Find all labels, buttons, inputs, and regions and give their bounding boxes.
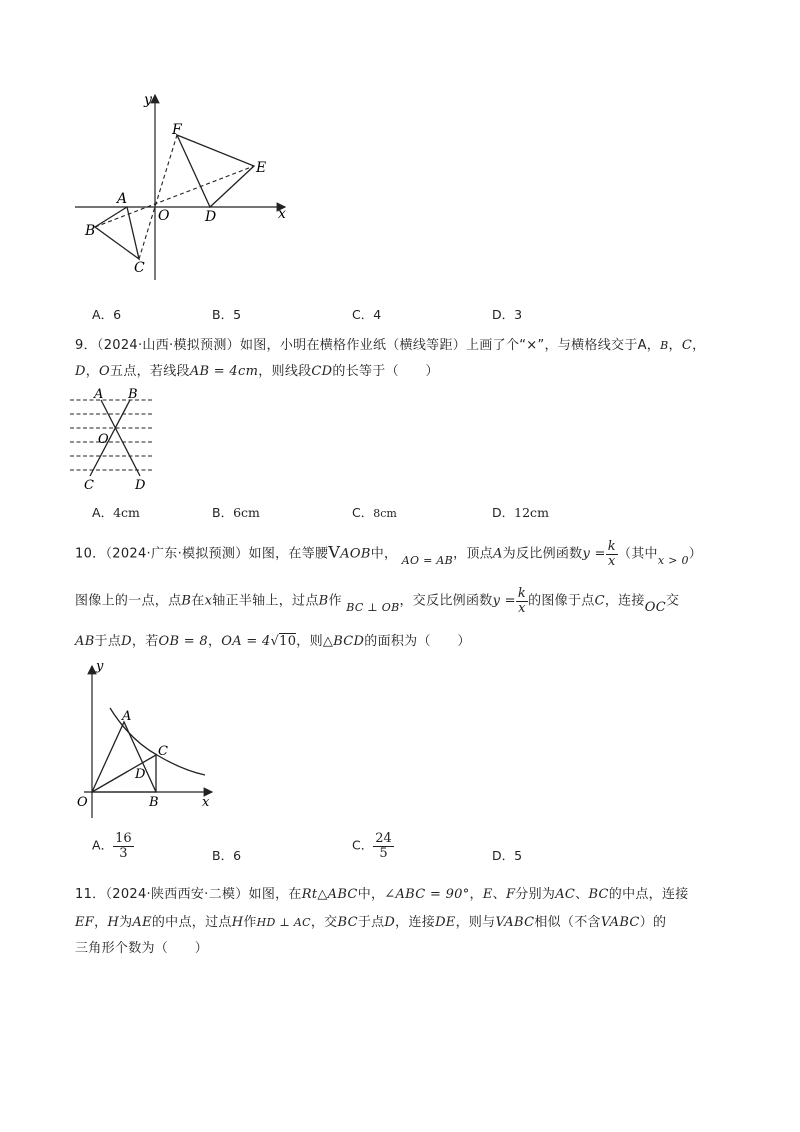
label-o: O <box>158 208 170 224</box>
option-text: 5 <box>233 307 242 322</box>
option-sep: ． <box>360 307 374 322</box>
q11-text: ，连接 <box>395 915 436 930</box>
q11-line-3 <box>75 937 208 956</box>
q11-line-2 <box>75 911 666 930</box>
q9-comma-1: ， <box>668 338 682 353</box>
q10-text: ，交反比例函数 <box>399 593 493 609</box>
option-letter: B <box>212 307 221 322</box>
q9-line-1 <box>75 334 705 353</box>
option-fraction <box>113 832 134 860</box>
frac-num: k <box>517 586 527 601</box>
q10-text: ，若 <box>131 634 159 649</box>
q9-text-3: ，则线段 <box>258 364 312 379</box>
option-letter: C <box>352 307 361 322</box>
q10-ab: AB <box>75 634 95 649</box>
q11-text: ）的 <box>639 915 667 930</box>
option-text: 4cm <box>113 505 140 520</box>
q9-comma-2: ， <box>692 338 706 353</box>
option-sep: ． <box>501 505 515 520</box>
q10-option-c[interactable] <box>352 832 394 860</box>
label-c: C <box>84 478 94 493</box>
q11-text: ，则与 <box>455 915 496 930</box>
q11-text: 的中点，过点 <box>151 915 232 930</box>
q11-text: ， <box>469 887 483 902</box>
q10-eq2: OB = 8 <box>158 634 208 649</box>
q11-de: DE <box>435 915 456 930</box>
q10-text: 中， <box>370 546 398 562</box>
q11-point-h: H <box>107 915 120 930</box>
q8-option-a[interactable] <box>92 305 121 323</box>
label-y: y <box>96 660 104 674</box>
option-text: 6 <box>113 307 122 322</box>
q11-ef: EF <box>75 915 95 930</box>
q11-point-e: E <box>482 887 493 902</box>
q10-dot: ． <box>92 546 106 562</box>
q11-text: ，交 <box>310 915 338 930</box>
q10-oc: OC <box>644 599 666 615</box>
q10-figure <box>72 660 217 820</box>
option-sep: ． <box>360 837 374 853</box>
q8-option-d[interactable] <box>492 305 522 323</box>
q11-text: 、 <box>575 887 589 902</box>
q10-text: 在 <box>191 593 205 609</box>
q10-text: 的图像于点 <box>528 593 595 609</box>
label-d: D <box>205 209 217 225</box>
label-c: C <box>158 744 168 759</box>
q10-source: （2024·广东·模拟预测） <box>105 546 249 562</box>
q9-option-b[interactable] <box>212 503 260 521</box>
q11-text: 中， <box>357 887 385 902</box>
q9-text-1: 如图，小明在横格作业纸（横线等距）上画了个“×”，与横格线交于A， <box>239 338 661 353</box>
option-text: 12cm <box>514 505 549 520</box>
q11-text: 分别为 <box>515 887 556 902</box>
option-text: 6 <box>233 848 242 863</box>
q11-point-f: F <box>505 887 516 902</box>
q9-option-a[interactable] <box>92 503 140 521</box>
q11-ae: AE <box>132 915 152 930</box>
q11-text: 于点 <box>357 915 385 930</box>
q11-source: （2024·陕西西安·二模） <box>105 887 249 902</box>
q9-source: （2024·山西·模拟预测） <box>96 338 240 353</box>
q11-tri-abc-2: VABC <box>600 915 640 930</box>
label-x: x <box>202 795 210 810</box>
q10-y-eq: y = <box>582 546 606 562</box>
option-letter: A <box>92 505 101 520</box>
q8-figure <box>70 90 300 280</box>
option-letter: D <box>492 848 502 863</box>
option-letter: B <box>212 505 221 520</box>
option-fraction <box>373 832 394 860</box>
label-e: E <box>256 160 267 176</box>
q10-perp: BC ⊥ OB <box>346 600 400 614</box>
q9-dot: ． <box>83 338 97 353</box>
q9-point-o: O <box>99 364 111 379</box>
q11-ac: AC <box>555 887 576 902</box>
q9-comma-3: ， <box>85 364 100 379</box>
q10-point-a: A <box>492 546 503 562</box>
option-letter: C <box>352 505 361 520</box>
q10-text: 轴正半轴上，过点 <box>212 593 319 609</box>
q10-text: ， <box>207 634 222 649</box>
option-text: 6cm <box>233 505 260 520</box>
segment-bc <box>90 400 130 476</box>
q10-eq1: AO = AB <box>401 553 454 567</box>
label-a: A <box>117 191 128 207</box>
q11-text: 的中点，连接 <box>608 887 689 902</box>
q10-number: 10 <box>75 546 93 562</box>
option-sep: ． <box>220 505 234 520</box>
label-x: x <box>278 206 286 222</box>
option-text: 4 <box>373 307 382 322</box>
triangle-abc <box>95 207 139 259</box>
option-letter: A <box>92 837 101 853</box>
q10-aob: AOB <box>340 546 371 562</box>
q10-text: 于点 <box>94 634 122 649</box>
option-sep: ． <box>220 848 234 863</box>
q11-text: 作 <box>243 915 257 930</box>
q9-figure <box>68 386 163 494</box>
q10-text: 为反比例函数 <box>502 546 583 562</box>
q10-y-eq-2: y = <box>492 593 516 609</box>
q11-bc2: BC <box>337 915 358 930</box>
q10-frac-k-x <box>606 540 618 568</box>
q10-cond: x > 0 <box>657 553 689 567</box>
option-letter: D <box>492 505 502 520</box>
q10-text: 图像上的一点，点 <box>75 593 182 609</box>
q10-line-3 <box>75 630 471 649</box>
label-f: F <box>172 122 182 138</box>
q10-point-d: D <box>121 634 132 649</box>
label-b: B <box>149 795 159 810</box>
q9-point-b: B <box>660 339 669 352</box>
dashed-line-cf <box>139 135 177 259</box>
q11-line-1 <box>75 883 689 902</box>
q11-number: 11 <box>75 887 93 902</box>
q9-text-2: 五点，若线段 <box>110 364 190 379</box>
q10-x: x <box>204 593 213 609</box>
q11-text: 三角形个数为（ ） <box>75 941 209 956</box>
label-b: B <box>85 223 96 239</box>
option-text: 5 <box>514 848 523 863</box>
q9-option-c[interactable] <box>352 503 397 521</box>
q8-option-b[interactable] <box>212 305 241 323</box>
frac-den: x <box>608 553 616 569</box>
q10-option-b[interactable] <box>212 846 241 864</box>
option-letter: A <box>92 307 101 322</box>
q10-sqrt: √10 <box>270 634 297 649</box>
q10-text: ） <box>688 546 703 562</box>
q9-number: 9 <box>75 338 84 353</box>
q10-text: ，顶点 <box>453 546 493 562</box>
q10-text: （其中 <box>617 546 658 562</box>
q9-segment-cd: CD <box>311 364 333 379</box>
frac-den: x <box>518 600 526 616</box>
label-a: A <box>94 387 104 402</box>
q11-point-d: D <box>384 915 396 930</box>
q10-line-1 <box>75 540 702 568</box>
label-o: O <box>98 432 109 447</box>
sqrt-radicand: 10 <box>279 634 297 649</box>
frac-den: 5 <box>379 845 388 861</box>
q11-text: 、 <box>492 887 506 902</box>
q10-tri-bcd: △BCD <box>322 634 365 649</box>
frac-den: 3 <box>119 845 128 861</box>
q11-dot: ． <box>92 887 106 902</box>
option-text: 8cm <box>373 507 397 520</box>
label-y: y <box>144 92 152 108</box>
q10-option-d[interactable] <box>492 846 522 864</box>
q10-tri-symbol: V <box>328 542 341 562</box>
q10-line-2 <box>75 587 679 615</box>
option-sep: ． <box>100 307 114 322</box>
q10-eq3: OA = 4 <box>221 634 271 649</box>
option-sep: ． <box>501 848 515 863</box>
label-c: C <box>134 260 145 276</box>
q10-text: 如图，在等腰 <box>248 546 329 562</box>
option-text: 3 <box>514 307 523 322</box>
label-b: B <box>128 387 138 402</box>
label-d: D <box>135 478 146 493</box>
q11-text: 相似（不含 <box>534 915 601 930</box>
q9-point-d: D <box>75 364 86 379</box>
q10-text: ，则 <box>296 634 323 649</box>
q8-option-c[interactable] <box>352 305 381 323</box>
q11-perp: HD ⊥ AC <box>256 916 311 929</box>
q10-text: 作 <box>328 593 342 609</box>
q11-bc: BC <box>588 887 609 902</box>
option-sep: ． <box>100 837 114 853</box>
option-letter: B <box>212 848 221 863</box>
segment-oc <box>92 755 156 792</box>
option-sep: ． <box>501 307 515 322</box>
q11-point-h2: H <box>231 915 244 930</box>
q9-text-4: 的长等于（ ） <box>332 364 439 379</box>
q9-line-2 <box>75 360 439 379</box>
frac-num: 16 <box>115 831 132 846</box>
q11-angle: ∠ABC = 90° <box>384 887 470 902</box>
q10-point-c: C <box>594 593 605 609</box>
q11-text: 为 <box>119 915 133 930</box>
frac-num: k <box>607 539 616 554</box>
option-letter: C <box>352 837 361 853</box>
q11-tri-abc: VABC <box>495 915 535 930</box>
q10-point-b: B <box>181 593 192 609</box>
q10-option-a[interactable] <box>92 832 134 860</box>
option-sep: ． <box>100 505 114 520</box>
q11-text: 如图，在 <box>248 887 302 902</box>
q11-rt: Rt△ABC <box>301 887 358 902</box>
q11-text: ， <box>94 915 108 930</box>
q10-frac-k-x-2 <box>516 587 528 615</box>
frac-num: 24 <box>375 831 392 846</box>
q10-text: 的面积为（ ） <box>364 634 471 649</box>
q9-option-d[interactable] <box>492 503 549 521</box>
q9-equation: AB = 4cm <box>189 364 259 379</box>
q9-point-c: C <box>681 338 693 353</box>
label-a: A <box>122 709 132 724</box>
triangle-aob <box>92 722 156 792</box>
label-d: D <box>135 767 146 782</box>
option-letter: D <box>492 307 502 322</box>
option-sep: ． <box>360 505 374 520</box>
option-sep: ． <box>220 307 234 322</box>
q10-text: ，连接 <box>604 593 645 609</box>
q10-point-b2: B <box>318 593 329 609</box>
q10-text: 交 <box>665 593 680 609</box>
label-o: O <box>77 795 88 810</box>
